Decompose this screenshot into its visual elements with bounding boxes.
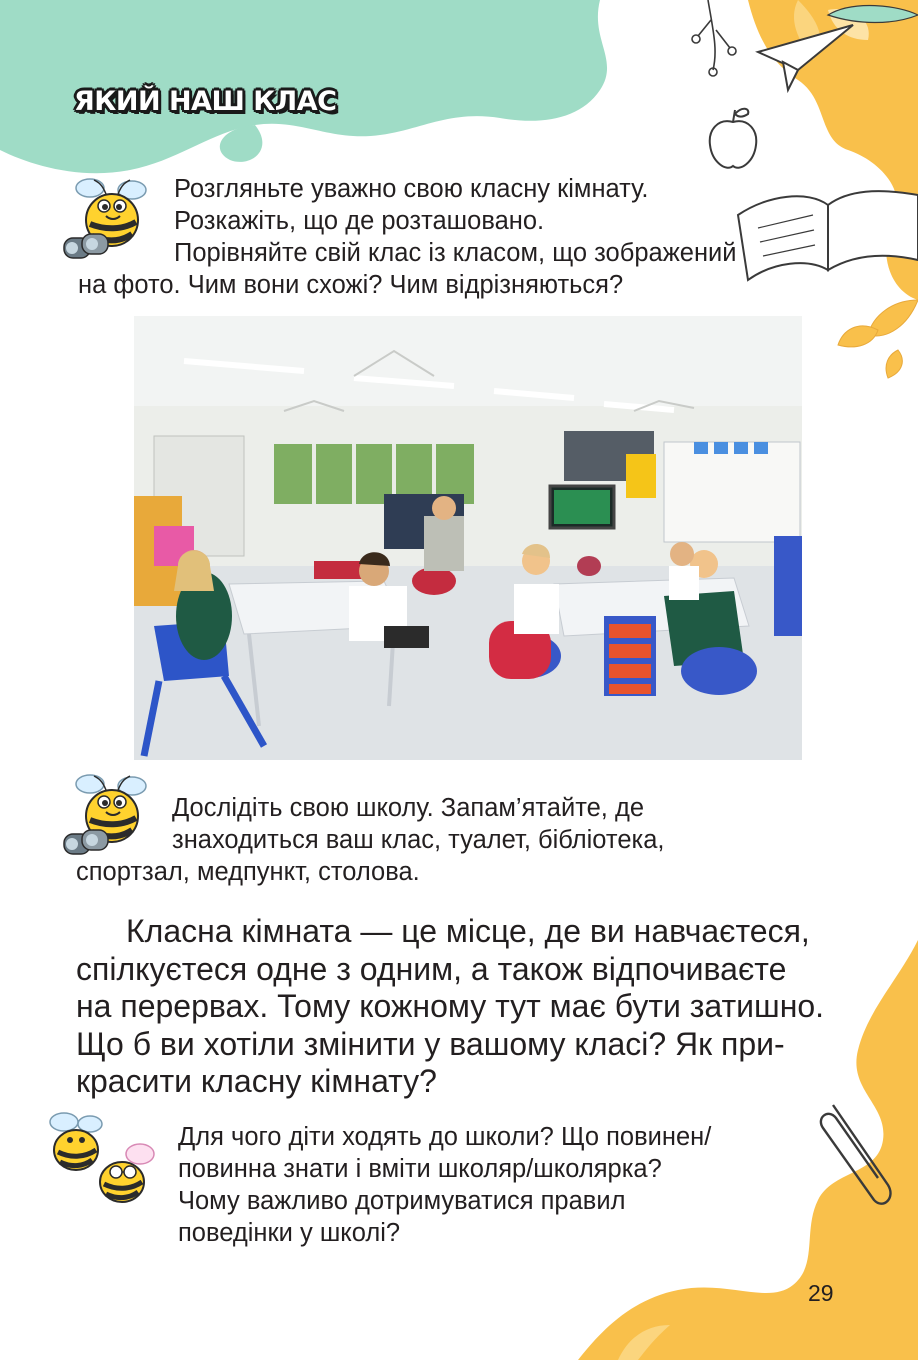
classroom-photo (134, 316, 802, 760)
paragraph-line-4: Що б ви хотіли змінити у вашому класі? Як при- (76, 1025, 785, 1062)
task2-line-1: Дослідіть свою школу. Запам’ятайте, де (172, 794, 644, 822)
task-explore-school (76, 792, 846, 888)
task1-line-2: Розкажіть, що де розташовано. (174, 207, 545, 235)
task3-line-3: Чому важливо дотримуватися правил (178, 1187, 626, 1215)
task2-line-2: знаходиться ваш клас, туалет, бібліотека, (172, 826, 665, 854)
two-bees-icon (40, 1108, 164, 1208)
apple-icon (710, 109, 757, 168)
leaves-icon (838, 300, 918, 378)
task3-line-2: повинна знати і вміти школяр/школярка? (178, 1155, 662, 1183)
classroom-paragraph (76, 913, 841, 1101)
task1-line-3: Порівняйте свій клас із класом, що зображений (174, 239, 737, 267)
task-compare-classroom (78, 173, 848, 301)
paragraph-line-2: спілкуєтеся одне з одним, а також відпочиваєте (76, 950, 787, 987)
paragraph-line-3: на перервах. Тому кожному тут має бути затишно. (76, 988, 825, 1024)
paragraph-line-1: Класна кімната — це місце, де ви навчаєтеся, (126, 913, 810, 949)
task3-line-1: Для чого діти ходять до школи? Що повинен/ (178, 1123, 712, 1151)
page-number: 29 (808, 1280, 834, 1306)
paragraph-line-5: красити класну кімнату? (76, 1063, 437, 1099)
task3-line-4: поведінки у школі? (178, 1219, 401, 1247)
task1-line-1: Розгляньте уважно свою класну кімнату. (174, 175, 649, 203)
task2-line-3: спортзал, медпункт, столова. (76, 858, 420, 886)
section-title: ЯКИЙ НАШ КЛАС (74, 86, 337, 117)
task1-line-4: на фото. Чим вони схожі? Чим відрізняються? (78, 271, 624, 299)
task-why-school (178, 1121, 858, 1249)
branch-icon (692, 0, 736, 76)
